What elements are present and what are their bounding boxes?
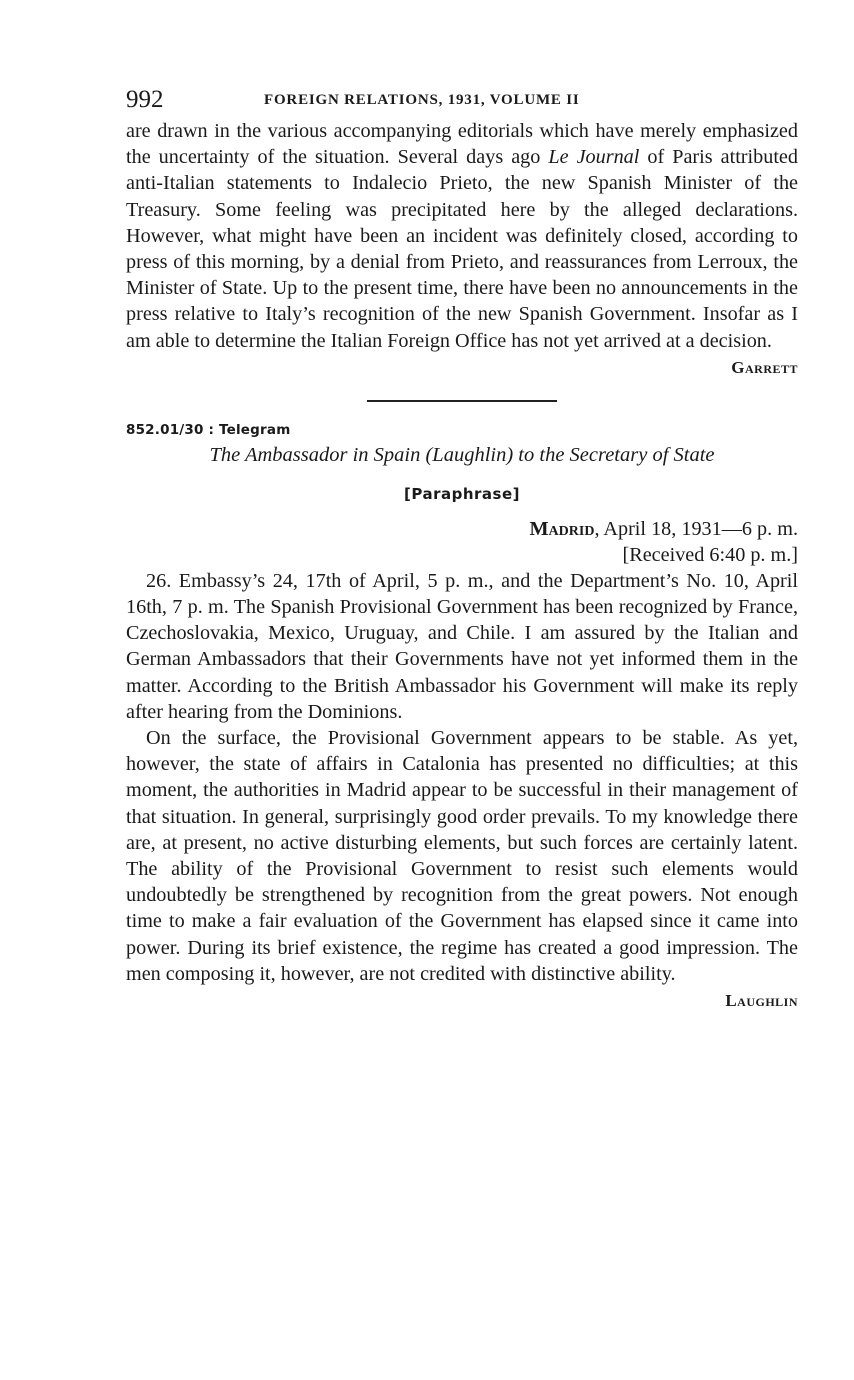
continuation-text-2: of Paris attributed anti-Italian statements to Indalecio Prieto, the new Spanish Minister of the Treasury. Some feeling was precipitated here by the alleged declarations. However, what might have been an incident was definitely closed, according to press of this morning, by a denial from Prieto, and reassurances from Lerroux, the Minister of State. Up to the present time, there have been no announcements in the press relative to Italy’s recognition of the new Spanish Government. Insofar as I am able to determine the Italian Foreign Office has not yet arrived at a decision. bbox=[126, 146, 798, 352]
dateline bbox=[126, 516, 798, 542]
signature-garrett: Garrett bbox=[731, 357, 798, 377]
section-divider bbox=[367, 400, 557, 402]
continuation-paragraph bbox=[126, 118, 798, 354]
continuation-text-1: are drawn in the various accompanying editorials which have merely emphasized the uncertainty of the situation. Several days ago bbox=[126, 120, 798, 169]
publication-name: Le Journal bbox=[548, 146, 640, 169]
telegram-paragraph-1: 26. Embassy’s 24, 17th of April, 5 p. m., and the Department’s No. 10, April 16th, 7 p. m. The Spanish Provisional Government has been recognized by France, Czechoslovakia, Mexico, Uruguay, and Chile. I am assured by the Italian and German Ambassadors that their Governments have not yet informed them in the matter. According to the British Ambassador his Government will make its reply after hearing from the Dominions. bbox=[126, 569, 798, 723]
running-head-title: FOREIGN RELATIONS, 1931, VOLUME II bbox=[264, 92, 580, 108]
page-number: 992 bbox=[126, 86, 164, 113]
document-title: The Ambassador in Spain (Laughlin) to the Secretary of State bbox=[209, 443, 715, 466]
signature-laughlin: Laughlin bbox=[725, 991, 798, 1011]
dateline-place: Madrid bbox=[529, 517, 595, 540]
running-head bbox=[126, 86, 798, 116]
file-reference: 852.01/30 : Telegram bbox=[126, 421, 291, 438]
received-line: [Received 6:40 p. m.] bbox=[622, 543, 798, 566]
telegram-paragraph-2: On the surface, the Provisional Government appears to be stable. As yet, however, the state of affairs in Catalonia has presented no difficulties; at this moment, the authorities in Madrid appear to be successful in their management of that situation. In general, surprisingly good order prevails. To my knowledge there are, at present, no active disturbing elements, but such forces are certainly latent. The ability of the Provisional Government to resist such elements would undoubtedly be strengthened by recognition from the great powers. Not enough time to make a fair evaluation of the Government has elapsed since it came into power. During its brief existence, the regime has created a good impression. The men composing it, however, are not credited with distinctive ability. bbox=[126, 727, 798, 985]
dateline-date: , April 18, 1931—6 p. m. bbox=[594, 517, 798, 540]
paraphrase-label: [Paraphrase] bbox=[404, 484, 520, 503]
document-page bbox=[126, 86, 798, 1011]
